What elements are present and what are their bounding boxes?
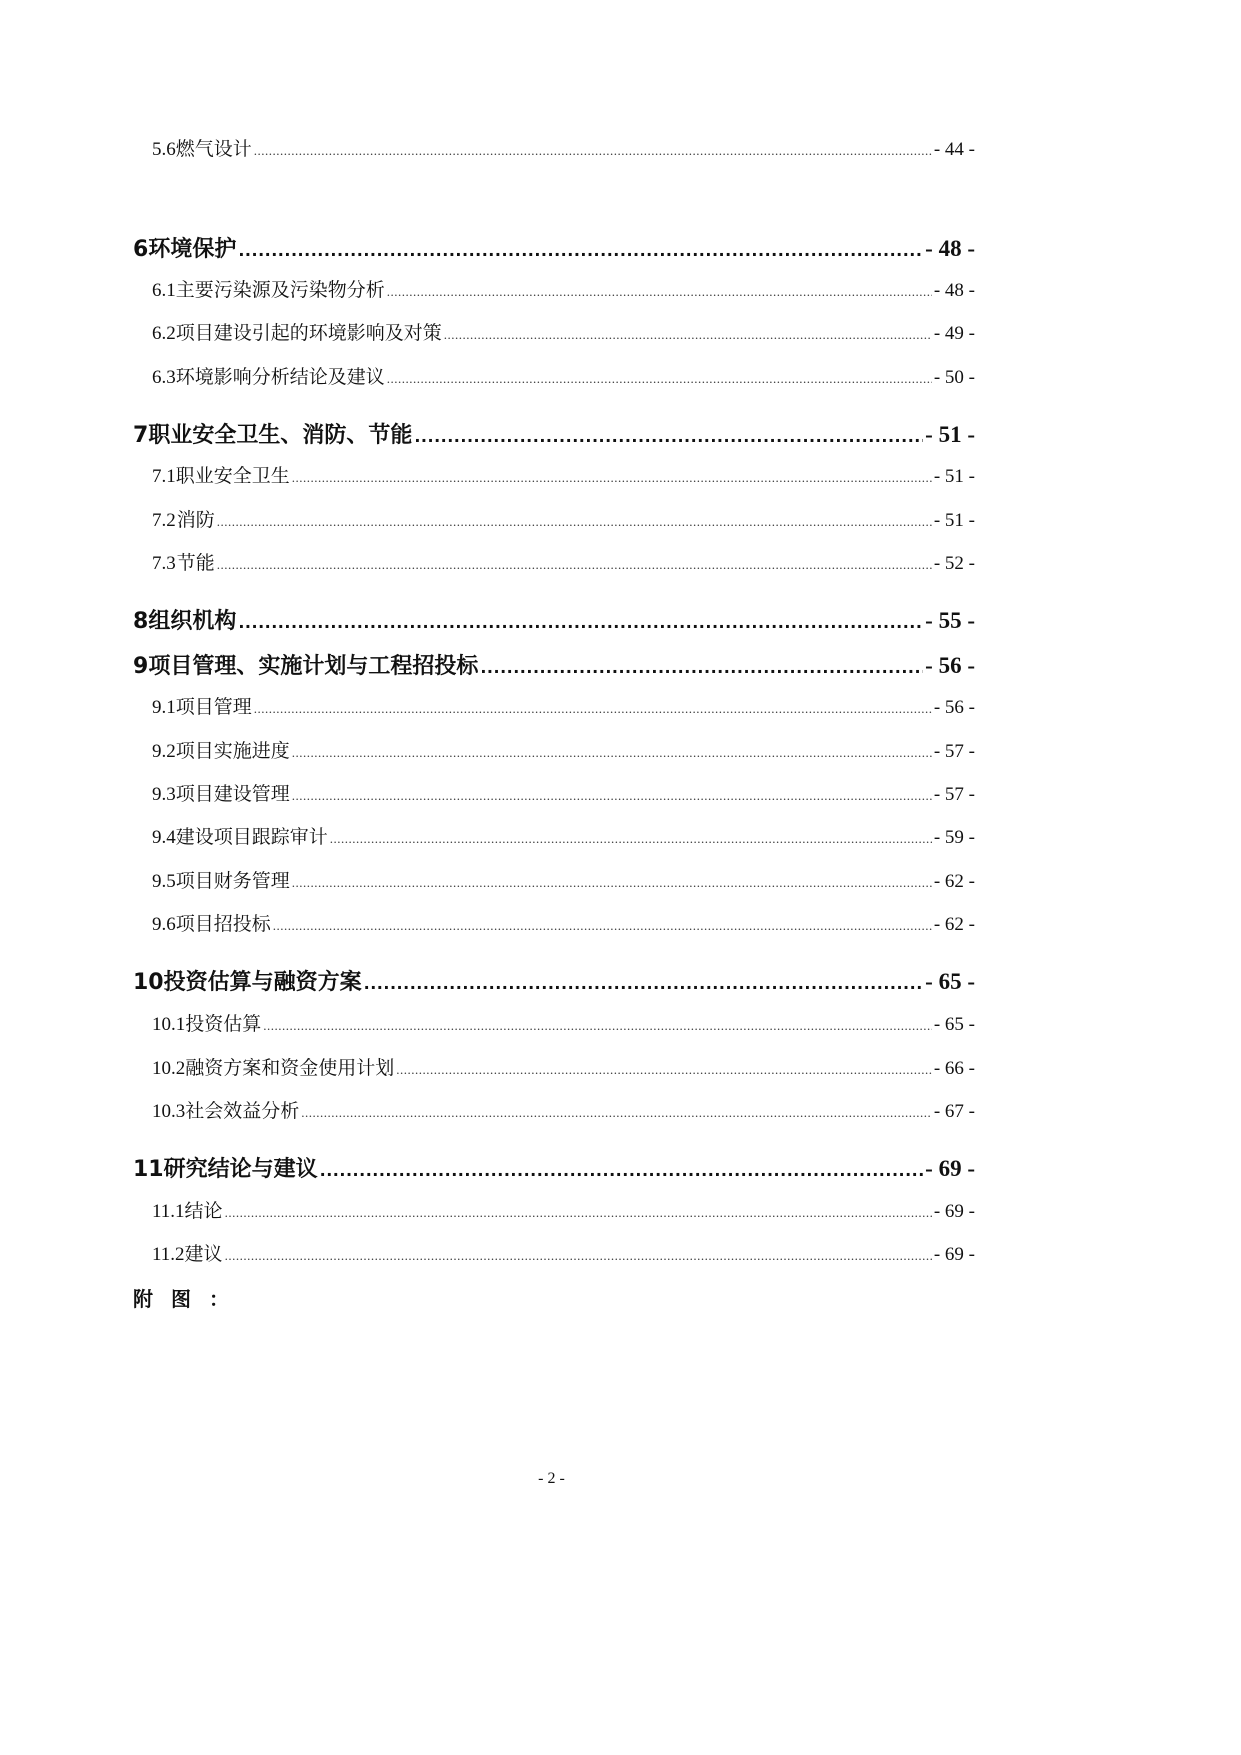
- toc-entry-number: 6.1: [152, 280, 176, 301]
- appendix-heading: 附图：: [133, 1287, 247, 1311]
- dot-leader: [254, 143, 932, 159]
- toc-entry-7-1[interactable]: [152, 461, 975, 488]
- toc-entry-number: 11.2: [152, 1244, 185, 1265]
- dot-leader: [330, 831, 932, 847]
- toc-entry-page: - 62 -: [933, 914, 975, 935]
- toc-entry-page: - 44 -: [933, 139, 975, 160]
- toc-chapter-11[interactable]: [133, 1152, 975, 1183]
- toc-entry-page: - 50 -: [933, 367, 975, 388]
- dot-leader: [444, 327, 932, 343]
- toc-entry-title: 主要污染源及污染物分析: [175, 280, 385, 301]
- toc-entry-title: 职业安全卫生: [175, 466, 290, 487]
- toc-entry-title: 项目建设管理: [175, 784, 290, 805]
- dot-leader: [273, 918, 932, 934]
- toc-chapter-title: 组织机构: [148, 609, 237, 634]
- toc-entry-number: 6.2: [152, 323, 176, 344]
- toc-entry-9-3[interactable]: [152, 779, 975, 806]
- dot-leader: [238, 241, 923, 260]
- toc-chapter-number: 7: [133, 423, 149, 448]
- toc-entry-page: - 67 -: [933, 1101, 975, 1122]
- toc-entry-title: 建设项目跟踪审计: [175, 827, 328, 848]
- dot-leader: [292, 745, 932, 761]
- toc-entry-page: - 52 -: [933, 553, 975, 574]
- dot-leader: [364, 974, 924, 993]
- toc-entry-9-2[interactable]: [152, 736, 975, 763]
- toc-entry-title: 融资方案和资金使用计划: [185, 1058, 395, 1079]
- toc-entry-5-6[interactable]: [152, 134, 975, 161]
- toc-chapter-number: 10: [133, 970, 164, 995]
- toc-entry-page: - 56 -: [933, 697, 975, 718]
- toc-entry-number: 10.1: [152, 1014, 186, 1035]
- toc-chapter-title: 职业安全卫生、消防、节能: [148, 423, 413, 448]
- toc-entry-number: 7.1: [152, 466, 176, 487]
- toc-entry-6-2[interactable]: [152, 318, 975, 345]
- toc-entry-9-5[interactable]: [152, 866, 975, 893]
- toc-entry-page: - 49 -: [933, 323, 975, 344]
- toc-entry-page: - 65 -: [933, 1014, 975, 1035]
- toc-entry-title: 节能: [176, 553, 215, 574]
- toc-entry-number: 9.2: [152, 741, 176, 762]
- toc-entry-number: 10.2: [152, 1058, 186, 1079]
- toc-entry-6-1[interactable]: [152, 275, 975, 302]
- toc-chapter-title: 投资估算与融资方案: [163, 970, 362, 995]
- toc-entry-number: 9.6: [152, 914, 176, 935]
- toc-entry-title: 项目财务管理: [175, 871, 290, 892]
- dot-leader: [414, 427, 923, 446]
- toc-entry-11-1[interactable]: [152, 1196, 975, 1223]
- toc-chapter-title: 项目管理、实施计划与工程招投标: [148, 654, 479, 679]
- toc-entry-9-1[interactable]: [152, 692, 975, 719]
- dot-leader: [238, 613, 923, 632]
- dot-leader: [320, 1161, 924, 1180]
- toc-entry-number: 11.1: [152, 1201, 185, 1222]
- toc-entry-10-3[interactable]: [152, 1096, 975, 1123]
- dot-leader: [387, 371, 932, 387]
- dot-leader: [396, 1062, 932, 1078]
- toc-entry-7-3[interactable]: [152, 548, 975, 575]
- toc-chapter-number: 8: [133, 609, 149, 634]
- toc-entry-11-2[interactable]: [152, 1239, 975, 1266]
- toc-entry-page: - 66 -: [933, 1058, 975, 1079]
- toc-entry-page: - 69 -: [933, 1201, 975, 1222]
- dot-leader: [292, 875, 932, 891]
- toc-entry-9-6[interactable]: [152, 909, 975, 936]
- dot-leader: [292, 788, 932, 804]
- toc-chapter-10[interactable]: [133, 965, 975, 996]
- dot-leader: [217, 514, 932, 530]
- toc-entry-number: 6.3: [152, 367, 176, 388]
- toc-entry-page: - 59 -: [933, 827, 975, 848]
- toc-chapter-page: - 69 -: [925, 1156, 975, 1181]
- toc-chapter-page: - 56 -: [925, 653, 975, 678]
- toc-entry-number: 10.3: [152, 1101, 186, 1122]
- toc-entry-title: 环境影响分析结论及建议: [175, 367, 385, 388]
- toc-entry-number: 9.5: [152, 871, 176, 892]
- toc-chapter-page: - 48 -: [925, 236, 975, 261]
- toc-entry-page: - 62 -: [933, 871, 975, 892]
- toc-chapter-number: 9: [133, 654, 149, 679]
- toc-entry-number: 9.3: [152, 784, 176, 805]
- dot-leader: [225, 1205, 932, 1221]
- toc-entry-page: - 51 -: [933, 510, 975, 531]
- dot-leader: [263, 1018, 932, 1034]
- toc-chapter-title: 研究结论与建议: [163, 1157, 318, 1182]
- toc-entry-number: 9.1: [152, 697, 176, 718]
- toc-entry-number: 9.4: [152, 827, 176, 848]
- page-number-footer: - 2 -: [538, 1470, 565, 1487]
- toc-chapter-6[interactable]: [133, 232, 975, 263]
- toc-chapter-page: - 55 -: [925, 608, 975, 633]
- toc-entry-title: 消防: [176, 510, 215, 531]
- toc-chapter-7[interactable]: [133, 418, 975, 449]
- toc-entry-page: - 51 -: [933, 466, 975, 487]
- toc-chapter-page: - 65 -: [925, 969, 975, 994]
- toc-chapter-title: 环境保护: [148, 237, 237, 262]
- dot-leader: [301, 1105, 932, 1121]
- toc-entry-title: 项目实施进度: [175, 741, 290, 762]
- toc-entry-page: - 57 -: [933, 741, 975, 762]
- toc-entry-title: 结论: [184, 1201, 223, 1222]
- toc-chapter-page: - 51 -: [925, 422, 975, 447]
- toc-entry-title: 项目建设引起的环境影响及对策: [175, 323, 442, 344]
- dot-leader: [480, 658, 923, 677]
- toc-entry-number: 5.6: [152, 139, 176, 160]
- toc-entry-10-1[interactable]: [152, 1009, 975, 1036]
- toc-entry-number: 7.3: [152, 553, 176, 574]
- toc-chapter-8[interactable]: [133, 604, 975, 635]
- toc-entry-title: 燃气设计: [175, 139, 252, 160]
- toc-entry-page: - 48 -: [933, 280, 975, 301]
- dot-leader: [254, 701, 932, 717]
- toc-entry-9-4[interactable]: [152, 822, 975, 849]
- dot-leader: [225, 1248, 932, 1264]
- toc-entry-6-3[interactable]: [152, 362, 975, 389]
- toc-entry-page: - 57 -: [933, 784, 975, 805]
- toc-chapter-number: 11: [133, 1157, 164, 1182]
- dot-leader: [387, 284, 932, 300]
- toc-entry-number: 7.2: [152, 510, 176, 531]
- toc-chapter-number: 6: [133, 237, 149, 262]
- toc-entry-title: 建议: [184, 1244, 223, 1265]
- dot-leader: [217, 557, 932, 573]
- toc-entry-title: 投资估算: [185, 1014, 262, 1035]
- toc-entry-title: 项目管理: [175, 697, 252, 718]
- toc-entry-7-2[interactable]: [152, 505, 975, 532]
- toc-entry-title: 社会效益分析: [185, 1101, 300, 1122]
- toc-chapter-9[interactable]: [133, 649, 975, 680]
- toc-entry-page: - 69 -: [933, 1244, 975, 1265]
- dot-leader: [292, 470, 932, 486]
- toc-entry-title: 项目招投标: [175, 914, 271, 935]
- toc-entry-10-2[interactable]: [152, 1053, 975, 1080]
